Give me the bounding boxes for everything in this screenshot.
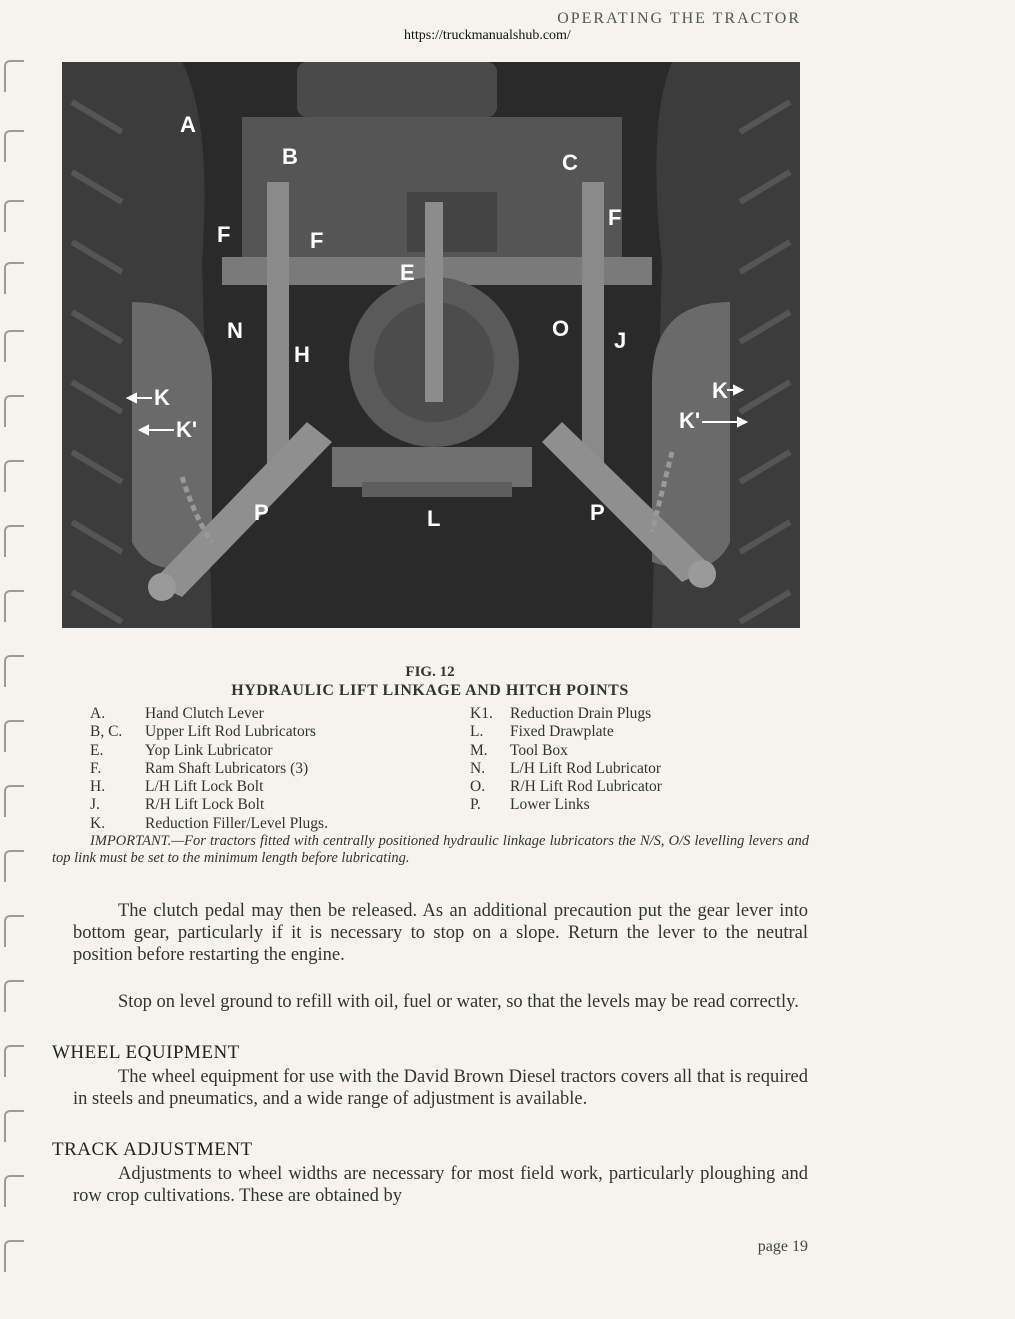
binding-hole	[4, 720, 24, 752]
callout-label: P	[590, 500, 605, 525]
legend-item	[470, 723, 662, 741]
callout-label: K	[712, 378, 728, 403]
legend-key: K1.	[470, 705, 493, 722]
legend-left	[90, 705, 328, 833]
running-head: OPERATING THE TRACTOR	[557, 10, 801, 27]
legend-label: Reduction Drain Plugs	[510, 705, 652, 722]
callout-label: F	[608, 205, 622, 230]
callout-label: L	[427, 506, 441, 531]
legend-key: M.	[470, 741, 488, 759]
callout-label: K'	[176, 417, 198, 442]
legend-key: P.	[470, 796, 481, 814]
page-number: page 19	[757, 1238, 808, 1255]
legend-key: F.	[90, 759, 102, 777]
figure-title: HYDRAULIC LIFT LINKAGE AND HITCH POINTS	[231, 682, 629, 699]
callout-label: F	[217, 222, 231, 247]
section-text-wheel-equipment: The wheel equipment for use with the David Brown Diesel tractors covers all that is required in steels and pneumatics, and a wide range of adjustment is available.	[73, 1067, 808, 1109]
legend-label: R/H Lift Lock Bolt	[145, 796, 265, 814]
tractor-illustration	[62, 62, 800, 628]
callout-label: O	[552, 316, 570, 341]
callout-label: H	[294, 342, 310, 367]
legend-item	[470, 760, 662, 778]
legend-item	[90, 760, 328, 778]
binding-hole	[4, 1110, 24, 1142]
callout-label: C	[562, 150, 578, 175]
binding-holes	[0, 0, 30, 1319]
binding-hole	[4, 785, 24, 817]
legend-label: L/H Lift Rod Lubricator	[510, 759, 662, 777]
body-paragraph: Stop on level ground to refill with oil, fuel or water, so that the levels may be read correctly.	[118, 992, 799, 1012]
binding-hole	[4, 60, 24, 92]
section-text-track-adjustment: Adjustments to wheel widths are necessary for most field work, particularly ploughing and row crop cultivations. These are obtained by	[73, 1164, 808, 1206]
binding-hole	[4, 980, 24, 1012]
legend-key: A.	[90, 705, 106, 722]
binding-hole	[4, 915, 24, 947]
legend-label: R/H Lift Rod Lubricator	[510, 778, 662, 796]
legend-item	[470, 796, 662, 814]
binding-hole	[4, 1045, 24, 1077]
legend-item	[90, 705, 328, 723]
legend-item	[470, 742, 662, 760]
section-heading-wheel-equipment: WHEEL EQUIPMENT	[52, 1042, 240, 1063]
legend-key: H.	[90, 778, 106, 796]
body-paragraph: The clutch pedal may then be released. As an additional precaution put the gear lever into bottom gear, particularly if it is necessary to stop on a slope. Return the lever to the neutral position before restarting the engine.	[73, 901, 808, 965]
legend-item	[90, 796, 328, 814]
binding-hole	[4, 200, 24, 232]
section-heading-track-adjustment: TRACK ADJUSTMENT	[52, 1139, 253, 1160]
legend-item	[470, 778, 662, 796]
binding-hole	[4, 460, 24, 492]
callout-label: K'	[679, 408, 701, 433]
legend-key: L.	[470, 723, 484, 741]
legend-label: Yop Link Lubricator	[145, 741, 273, 759]
binding-hole	[4, 395, 24, 427]
callout-label: F	[310, 228, 324, 253]
callout-label: N	[227, 318, 243, 343]
callout-label: E	[400, 260, 415, 285]
legend-label: Hand Clutch Lever	[145, 705, 264, 722]
legend-key: N.	[470, 759, 486, 777]
legend-item	[90, 815, 328, 833]
legend-label: Fixed Drawplate	[510, 723, 614, 741]
legend-label: Tool Box	[510, 741, 568, 759]
binding-hole	[4, 1175, 24, 1207]
binding-hole	[4, 590, 24, 622]
binding-hole	[4, 525, 24, 557]
legend-item	[90, 723, 328, 741]
binding-hole	[4, 130, 24, 162]
legend-label: Reduction Filler/Level Plugs.	[145, 814, 328, 832]
callout-label: P	[254, 500, 269, 525]
binding-hole	[4, 330, 24, 362]
legend-item	[90, 742, 328, 760]
tractor-photo	[62, 62, 800, 628]
legend-key: E.	[90, 741, 104, 759]
legend-item	[470, 705, 662, 723]
legend-item	[90, 778, 328, 796]
legend-label: Lower Links	[510, 796, 590, 814]
callout-label: K	[154, 385, 170, 410]
source-url: https://truckmanualshub.com/	[404, 28, 571, 43]
binding-hole	[4, 262, 24, 294]
legend-key: O.	[470, 778, 486, 796]
callout-label: A	[180, 112, 196, 137]
binding-hole	[4, 850, 24, 882]
callout-label: B	[282, 144, 298, 169]
figure-number: FIG. 12	[405, 664, 455, 680]
important-note: IMPORTANT.—For tractors fitted with centrally positioned hydraulic linkage lubricators the N/S, O/S levelling levers and top link must be set to the minimum length before lubricating.	[52, 833, 809, 866]
legend-key: J.	[90, 796, 100, 814]
legend-label: L/H Lift Lock Bolt	[145, 778, 264, 796]
legend-key: K.	[90, 814, 106, 832]
legend-key: B, C.	[90, 723, 123, 741]
legend-label: Upper Lift Rod Lubricators	[145, 723, 316, 741]
legend-right	[470, 705, 662, 815]
legend-label: Ram Shaft Lubricators (3)	[145, 759, 309, 777]
binding-hole	[4, 1240, 24, 1272]
callout-label: J	[614, 328, 627, 353]
